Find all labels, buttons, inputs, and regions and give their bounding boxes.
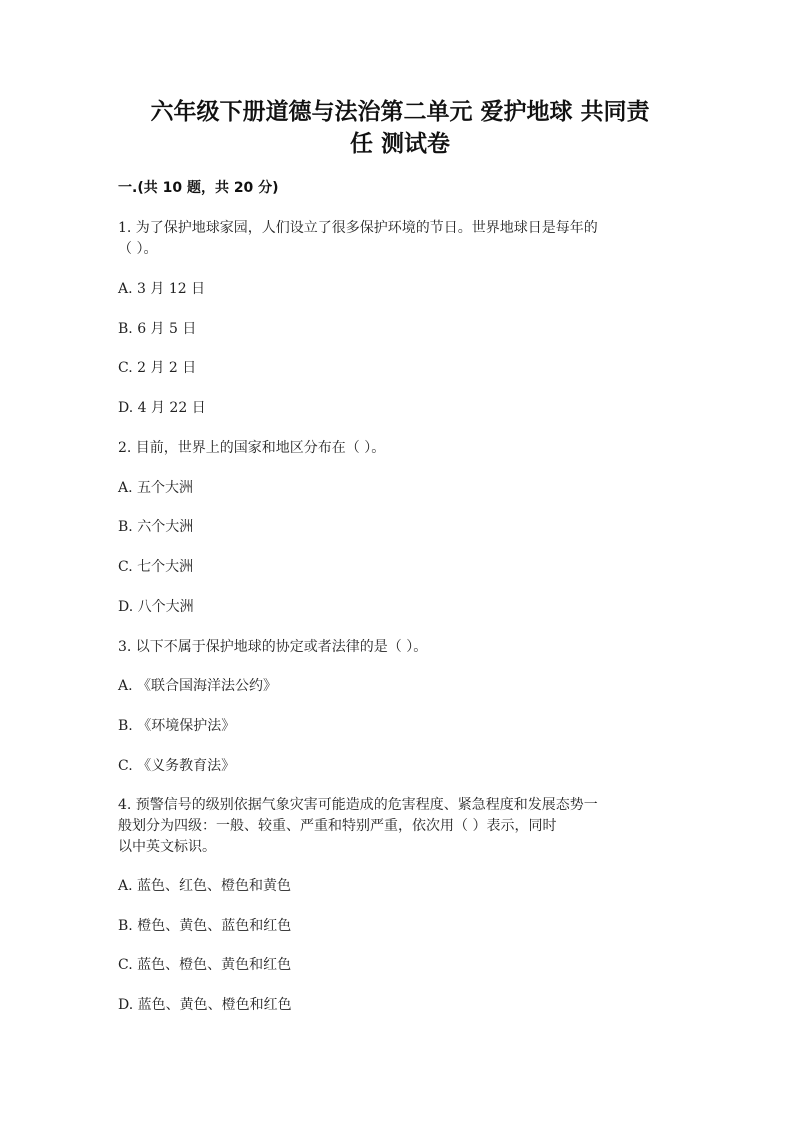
question-4-option-a: A. 蓝色、红色、橙色和黄色 [118, 878, 292, 894]
question-1-option-b: B. 6 月 5 日 [118, 321, 197, 337]
question-3-option-b: B. 《环境保护法》 [118, 718, 236, 734]
question-2-option-d: D. 八个大洲 [118, 599, 194, 615]
question-stem-line: 2. 目前，世界上的国家和地区分布在（ ）。 [118, 440, 386, 456]
question-2-stem [118, 438, 678, 459]
question-stem-line: 3. 以下不属于保护地球的协定或者法律的是（ ）。 [118, 639, 428, 655]
question-stem-line: 以中英文标识。 [118, 839, 216, 855]
section-heading: 一.(共 10 题，共 20 分) [118, 180, 279, 196]
question-stem-line: 4. 预警信号的级别依据气象灾害可能造成的危害程度、紧急程度和发展态势一 [118, 797, 598, 813]
question-2-option-c: C. 七个大洲 [118, 559, 194, 575]
question-2-option-a: A. 五个大洲 [118, 480, 194, 496]
question-3-stem [118, 637, 678, 658]
question-4-option-b: B. 橙色、黄色、蓝色和红色 [118, 918, 292, 934]
question-stem-line: （ ）。 [118, 241, 158, 257]
question-1-option-a: A. 3 月 12 日 [118, 281, 206, 297]
question-4-option-c: C. 蓝色、橙色、黄色和红色 [118, 957, 292, 973]
question-2-option-b: B. 六个大洲 [118, 519, 194, 535]
question-4-stem [118, 795, 678, 858]
question-1-option-d: D. 4 月 22 日 [118, 400, 206, 416]
question-stem-line: 1. 为了保护地球家园，人们设立了很多保护环境的节日。世界地球日是每年的 [118, 220, 598, 236]
page-title [120, 96, 680, 160]
question-3-option-a: A. 《联合国海洋法公约》 [118, 678, 278, 694]
page-title-line-2: 任 测试卷 [349, 131, 450, 157]
page-title-line-1: 六年级下册道德与法治第二单元 爱护地球 共同责 [150, 99, 650, 125]
question-4-option-d: D. 蓝色、黄色、橙色和红色 [118, 997, 292, 1013]
question-stem-line: 般划分为四级：一般、较重、严重和特别严重，依次用（ ）表示，同时 [118, 818, 557, 834]
question-1-option-c: C. 2 月 2 日 [118, 360, 197, 376]
question-3-option-c: C. 《义务教育法》 [118, 758, 236, 774]
question-1-stem [118, 218, 678, 260]
